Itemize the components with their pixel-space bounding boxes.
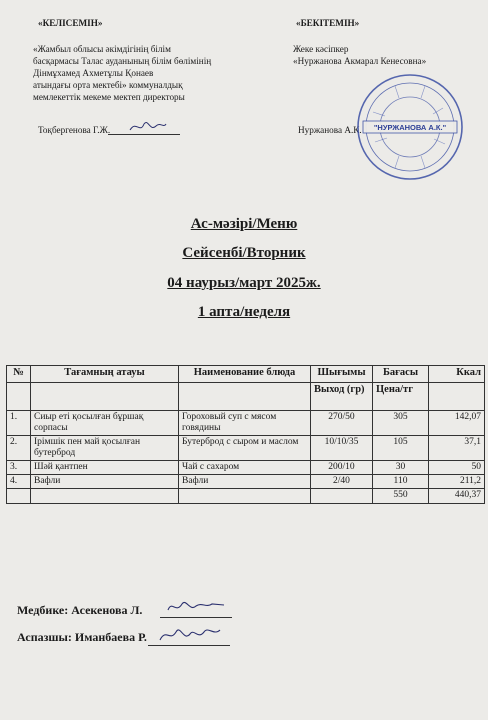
approval-left-body bbox=[33, 43, 273, 103]
row-name-ru: Бутерброд с сыром и маслом bbox=[179, 436, 311, 461]
approval-left-line: басқармасы Талас ауданының білім бөлімінің bbox=[33, 56, 212, 66]
row-yield: 2/40 bbox=[311, 475, 373, 489]
row-yield: 270/50 bbox=[311, 411, 373, 436]
signature-scribble-cook bbox=[158, 622, 222, 646]
total-price: 550 bbox=[373, 489, 429, 504]
menu-title: Ас-мәзірі/Меню bbox=[190, 216, 298, 232]
row-name-kz: Вафли bbox=[31, 475, 179, 489]
table-subheader-row bbox=[7, 383, 485, 411]
row-num: 4. bbox=[7, 475, 31, 489]
header-kcal: Ккал bbox=[429, 366, 485, 383]
row-name-ru: Чай с сахаром bbox=[179, 461, 311, 475]
approval-left-line: «Жамбыл облысы әкімдігінің білім bbox=[33, 44, 171, 54]
header-yield-ru: Выход (гр) bbox=[311, 383, 373, 411]
approval-right-signatory: Нуржанова А.К. bbox=[298, 125, 362, 135]
row-kcal: 211,2 bbox=[429, 475, 485, 489]
approval-left-line: Дінмұхамед Ахметұлы Қонаев bbox=[33, 68, 154, 78]
table-row bbox=[7, 475, 485, 489]
approval-right-line: Жеке кәсіпкер bbox=[293, 44, 349, 54]
row-kcal: 142,07 bbox=[429, 411, 485, 436]
signature-scribble-left bbox=[128, 118, 168, 136]
approval-left-heading: «КЕЛІСЕМІН» bbox=[38, 18, 103, 28]
row-price: 105 bbox=[373, 436, 429, 461]
table-row bbox=[7, 411, 485, 436]
row-price: 110 bbox=[373, 475, 429, 489]
row-yield: 10/10/35 bbox=[311, 436, 373, 461]
row-name-kz: Ірімшік пен май қосылған бутерброд bbox=[31, 436, 179, 461]
row-kcal: 37,1 bbox=[429, 436, 485, 461]
row-name-ru: Вафли bbox=[179, 475, 311, 489]
official-stamp bbox=[355, 72, 465, 182]
row-name-ru: Гороховый суп с мясом говядины bbox=[179, 411, 311, 436]
header-name-ru: Наименование блюда bbox=[179, 366, 311, 383]
menu-table bbox=[6, 365, 485, 504]
nurse-signature-label: Медбике: Асекенова Л. bbox=[17, 603, 143, 617]
row-kcal: 50 bbox=[429, 461, 485, 475]
table-row bbox=[7, 436, 485, 461]
row-name-kz: Шәй қантпен bbox=[31, 461, 179, 475]
signature-scribble-nurse bbox=[166, 596, 226, 618]
stamp-center-text: "НУРЖАНОВА А.К." bbox=[373, 123, 447, 132]
approval-left-signatory: Тоқбергенова Г.Ж. bbox=[38, 125, 111, 135]
row-name-kz: Сиыр еті қосылған бұршақ сорпасы bbox=[31, 411, 179, 436]
row-yield: 200/10 bbox=[311, 461, 373, 475]
header-price-ru: Цена/тг bbox=[373, 383, 429, 411]
table-total-row bbox=[7, 489, 485, 504]
menu-date: 04 наурыз/март 2025ж. bbox=[167, 275, 321, 291]
header-price-kz: Бағасы bbox=[373, 366, 429, 383]
cook-signature-label: Аспазшы: Иманбаева Р. bbox=[17, 630, 147, 644]
approval-left-line: атындағы орта мектебі» коммуналдық bbox=[33, 80, 183, 90]
total-kcal: 440,37 bbox=[429, 489, 485, 504]
header-yield-kz: Шығымы bbox=[311, 366, 373, 383]
row-price: 305 bbox=[373, 411, 429, 436]
approval-left-line: мемлекеттік мекеме мектеп директоры bbox=[33, 92, 185, 102]
menu-week: 1 апта/неделя bbox=[197, 304, 291, 320]
menu-day: Сейсенбі/Вторник bbox=[182, 245, 306, 261]
header-num: № bbox=[7, 366, 31, 383]
approval-right-body bbox=[293, 43, 483, 67]
row-price: 30 bbox=[373, 461, 429, 475]
approval-right-line: «Нуржанова Акмарал Кенесовна» bbox=[293, 56, 427, 66]
table-row bbox=[7, 461, 485, 475]
row-num: 1. bbox=[7, 411, 31, 436]
row-num: 2. bbox=[7, 436, 31, 461]
approval-right-heading: «БЕКІТЕМІН» bbox=[296, 18, 360, 28]
table-header-row bbox=[7, 366, 485, 383]
row-num: 3. bbox=[7, 461, 31, 475]
header-name-kz: Тағамның атауы bbox=[31, 366, 179, 383]
